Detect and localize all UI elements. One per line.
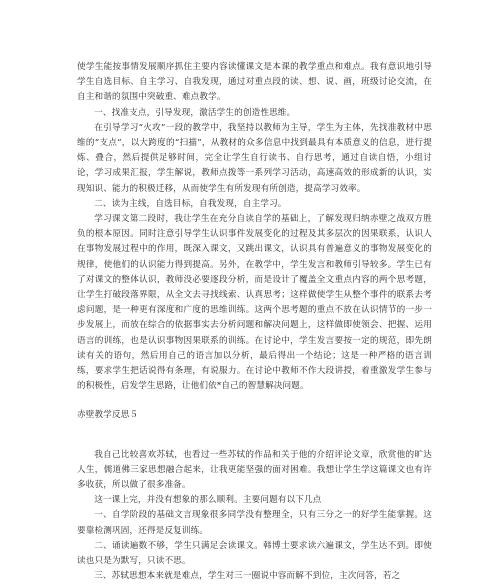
paragraph: 二、读为主线，自选目标，自我发现，自主学习。	[94, 198, 287, 209]
paragraph: 这一课上完，并没有想象的那么顺利。主要问题有以下几点	[94, 495, 322, 506]
paragraph: 使学生能按事情发展顺序抓住主要内容读懂课文是本课的教学重点和难点。我有意识地引导学生自选目标、自主学习、自我发现，通过对重点段的读、想、说、画，班级讨论交流，在自主和谐的氛围中突破重、难点教学。	[77, 62, 432, 103]
paragraph: 三、苏轼思想本来就是难点，学生对三一圈说中容而解不到位，主次问答，若之	[94, 571, 401, 582]
paragraph: 在引导学习“火攻”一段的教学中，我坚持以教师为主导，学生为主体，先找准教材中思维的“支点”，以大跨度的“扫描”，从教材的众多信息中找到最具有本质意义的信息，进行提炼、叠合，然后提供足够时间，完全让学生自行读书、自行思考，通过自读自悟，小组讨论，学习成果汇报，学生解说，教师点拨等一系列学习活动，高速高效的形成新的认识，实现知识、能力的积极迁移，从而使学生有所发现有所创造，提高学习效率。	[77, 122, 432, 194]
paragraph: 二、诵读遍数不够，学生只满足会读课文。韩博士要求读六遍课文，学生达不到。即使读也只是为默写，只读不思。	[77, 540, 432, 567]
paragraph: 我自己比较喜欢苏轼，也看过一些苏轼的作品和关于他的介绍评论文章，欣赏他的旷达人生，儒道佛三家思想融合起来，让我更能坚强的面对困难。我想让学生学这篇课文也有许多收获，所以做了很多准备。	[77, 449, 432, 491]
paragraph: 一、找准支点，引导发现，激活学生的创造性思维。	[94, 107, 296, 118]
section-heading: 赤壁教学反思５	[77, 410, 139, 421]
paragraph: 一、自学阶段的基础文言现象很多同学没有整理全，只有三分之一的好学生能掌握。这要靠检测巩固，还得是反复训练。	[77, 510, 432, 536]
document-body	[77, 60, 432, 585]
paragraph: 学习课文第二段时，我让学生在充分自读自学的基础上，了解发现归纳赤壁之战双方胜负的根本原因。同时注意引导学生认识事件发展变化的过程及其多层次的因果联系，认识人在事物发展过程中的作用，既深入课文，又跳出课文，认识具有普遍意义的事物发展变化的规律，使他们的认识能力得到提高。另外，在教学中，学生发言和教师引导较多。学生已有了对课文的整体认识，教师没必要逐段分析，而是设计了覆盖全文重点内容的两个思考题，让学生打破段落界限，从全文去寻找线索、认真思考；这样做使学生从整个事件的联系去考虑问题，是一种更有深度和广度的思维训练。这两个思考题的重点不放在认识情节的一步一步发展上，而放在综合的依据事实去分析问题和解决问题上，这样做即使领会、把握、运用语言的训练，也是认识事物因果联系的训练。在讨论中，学生发言要按一定的规范，即先朗读有关的语句，然后用自己的语言加以分析，最后得出一个结论；这是一种严格的语言训练，要求学生把话说得有条理，有说服力。在讨论中教师不作大段讲授，着重激发学生参与的积极性，启发学生思路，让他们依*自己的智慧解决问题。	[77, 214, 432, 392]
